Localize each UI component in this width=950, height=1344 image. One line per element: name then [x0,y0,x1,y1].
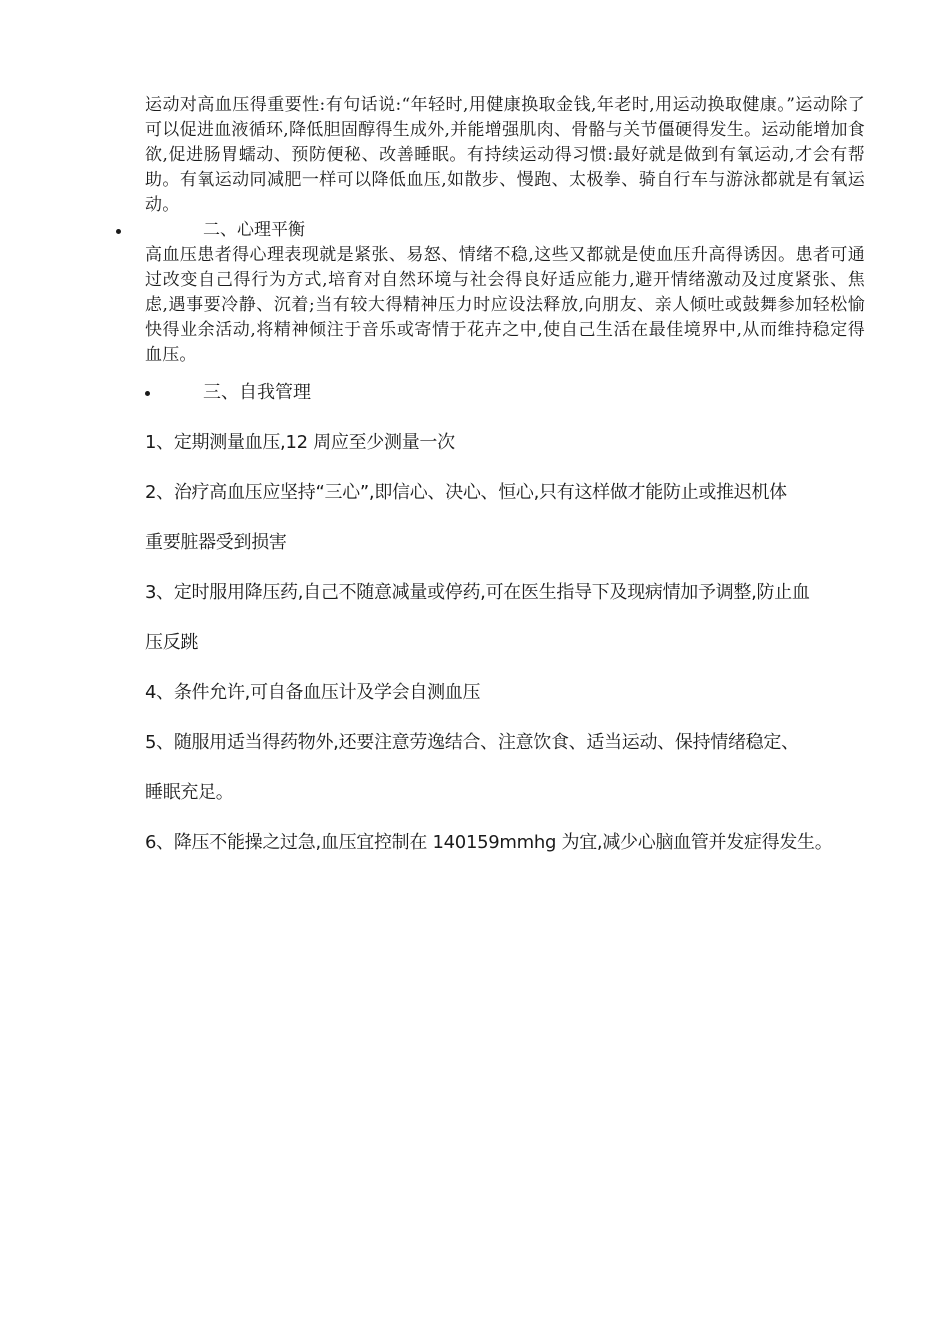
self-management-line: 1、定期测量血压,12 周应至少测量一次 [145,432,455,453]
self-management-line: 重要脏器受到损害 [145,532,287,553]
exercise-paragraph: 运动对高血压得重要性:有句话说:“年轻时,用健康换取金钱,年老时,用运动换取健康。”运动除了可以促进血液循环,降低胆固醇得生成外,并能增强肌肉、骨骼与关节僵硬得发生。运动能增加食欲,促进肠胃蠕动、预防便秘、改善睡眠。有持续运动得习惯:最好就是做到有氧运动,才会有帮助。有氧运动同减肥一样可以降低血压,如散步、慢跑、太极拳、骑自行车与游泳都就是有氧运动。 [145,95,865,215]
self-management-line: 5、随服用适当得药物外,还要注意劳逸结合、注意饮食、适当运动、保持情绪稳定、 [145,732,799,753]
self-management-line: 2、治疗高血压应坚持“三心”,即信心、决心、恒心,只有这样做才能防止或推迟机体 [145,482,787,503]
self-management-line: 压反跳 [145,632,199,653]
heading-psychological-balance: 二、心理平衡 [203,220,305,240]
self-management-line: 3、定时服用降压药,自己不随意减量或停药,可在医生指导下及现病情加予调整,防止血 [145,582,810,603]
self-management-line: 4、条件允许,可自备血压计及学会自测血压 [145,682,481,703]
self-management-line: 6、降压不能操之过急,血压宜控制在 140159mmhg 为宜,减少心脑血管并发症得发生。 [145,832,833,853]
psychological-paragraph: 高血压患者得心理表现就是紧张、易怒、情绪不稳,这些又都就是使血压升高得诱因。患者可通过改变自己得行为方式,培育对自然环境与社会得良好适应能力,避开情绪激动及过度紧张、焦虑,遇事要冷静、沉着;当有较大得精神压力时应设法释放,向朋友、亲人倾吐或鼓舞参加轻松愉快得业余活动,将精神倾注于音乐或寄情于花卉之中,使自己生活在最佳境界中,从而维持稳定得血压。 [145,245,865,365]
bullet-psych [116,229,121,234]
heading-self-management: 三、自我管理 [203,382,311,403]
self-management-line: 睡眠充足。 [145,782,234,803]
bullet-self-management [145,391,150,396]
